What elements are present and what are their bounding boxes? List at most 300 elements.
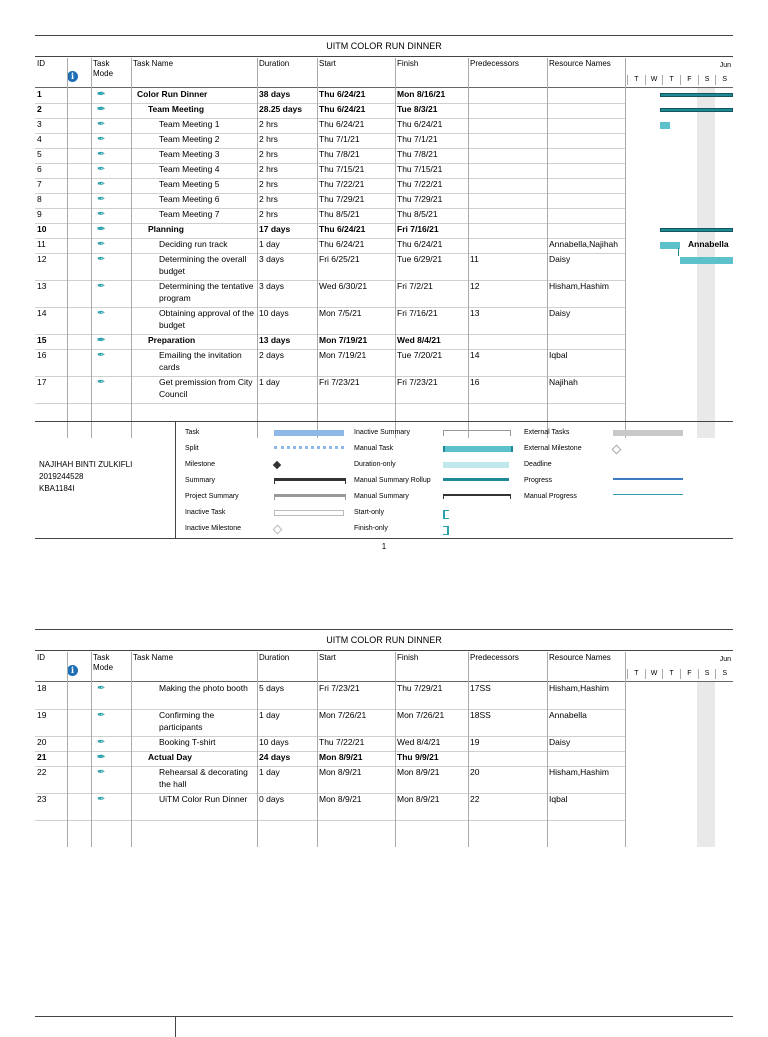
task-name-cell[interactable]: Team Meeting 6 xyxy=(159,194,220,204)
col-finish-header[interactable]: Finish xyxy=(397,653,419,662)
table-row[interactable] xyxy=(35,280,625,308)
page-1 xyxy=(35,35,733,438)
task-mode-cell[interactable] xyxy=(91,334,131,349)
duration-cell[interactable]: 3 days xyxy=(259,281,285,291)
task-name-cell[interactable]: Team Meeting 3 xyxy=(159,149,220,159)
resource-names-cell[interactable]: Daisy xyxy=(549,308,571,318)
task-id-cell[interactable]: 13 xyxy=(37,281,47,291)
duration-cell[interactable]: 1 day xyxy=(259,377,280,387)
finish-date-cell[interactable]: Mon 8/9/21 xyxy=(397,794,440,804)
resource-names-cell[interactable] xyxy=(547,223,625,238)
legend-swatch xyxy=(613,478,683,480)
task-id-cell[interactable]: 3 xyxy=(37,119,42,129)
task-name-cell[interactable]: Team Meeting 7 xyxy=(159,209,220,219)
duration-cell[interactable]: 2 hrs xyxy=(259,149,278,159)
task-name-cell[interactable]: Determining the overall budget xyxy=(159,254,247,276)
duration-cell[interactable]: 0 days xyxy=(259,794,285,804)
predecessors-cell[interactable] xyxy=(468,238,547,253)
table-row[interactable] xyxy=(35,766,625,794)
task-bar[interactable] xyxy=(680,257,733,264)
resource-names-cell[interactable] xyxy=(547,118,625,133)
task-name-cell[interactable]: Actual Day xyxy=(148,752,192,762)
finish-date-cell[interactable]: Wed 8/4/21 xyxy=(397,737,441,747)
task-name-cell[interactable]: UiTM Color Run Dinner xyxy=(159,794,248,804)
legend-label: Split xyxy=(185,445,199,452)
resource-names-cell[interactable] xyxy=(547,208,625,223)
predecessors-cell[interactable] xyxy=(468,103,547,118)
table-row[interactable] xyxy=(35,349,625,377)
duration-cell[interactable]: 1 day xyxy=(259,710,280,720)
table-row[interactable] xyxy=(35,736,625,752)
finish-date-cell[interactable]: Mon 7/26/21 xyxy=(397,710,445,720)
timescale-header xyxy=(625,651,733,681)
start-date-cell[interactable]: Mon 8/9/21 xyxy=(319,752,363,762)
legend-swatch xyxy=(443,478,509,481)
predecessors-cell[interactable] xyxy=(468,751,547,766)
legend-swatch xyxy=(613,494,683,495)
sheet-title: UITM COLOR RUN DINNER xyxy=(35,629,733,651)
resource-names-cell[interactable]: Annabella,Najihah xyxy=(549,239,618,249)
start-date-cell[interactable]: Mon 8/9/21 xyxy=(319,794,362,804)
start-date-cell[interactable]: Thu 7/15/21 xyxy=(319,164,365,174)
summary-bar[interactable] xyxy=(660,108,733,112)
predecessors-cell[interactable]: 13 xyxy=(470,308,480,318)
duration-cell[interactable]: 2 hrs xyxy=(259,194,278,204)
task-mode-cell[interactable] xyxy=(91,280,131,307)
task-id-cell[interactable]: 7 xyxy=(37,179,42,189)
resource-names-cell[interactable]: Daisy xyxy=(549,254,571,264)
timescale-day: T xyxy=(627,669,645,679)
predecessors-cell[interactable] xyxy=(468,193,547,208)
col-start-header[interactable]: Start xyxy=(319,59,336,68)
start-date-cell[interactable]: Mon 8/9/21 xyxy=(319,767,362,777)
resource-names-cell[interactable]: Hisham,Hashim xyxy=(549,767,609,777)
task-name-cell[interactable]: Get premission from City Council xyxy=(159,377,253,399)
pin-icon: ✒ xyxy=(97,179,106,190)
predecessors-cell[interactable] xyxy=(468,178,547,193)
resource-names-cell[interactable] xyxy=(547,163,625,178)
finish-date-cell[interactable]: Mon 8/9/21 xyxy=(397,767,440,777)
col-name-header[interactable]: Task Name xyxy=(133,59,174,68)
start-date-cell[interactable]: Fri 6/25/21 xyxy=(319,254,360,264)
column-divider xyxy=(131,652,132,847)
legend-swatch xyxy=(443,510,449,519)
resource-names-cell[interactable]: Annabella xyxy=(549,710,587,720)
table-row[interactable] xyxy=(35,163,625,179)
legend-label: Duration-only xyxy=(354,461,396,468)
duration-cell[interactable]: 24 days xyxy=(259,752,291,762)
task-id-cell[interactable]: 19 xyxy=(37,710,47,720)
summary-bar[interactable] xyxy=(660,93,733,97)
start-date-cell[interactable]: Wed 6/30/21 xyxy=(319,281,368,291)
task-id-cell[interactable]: 5 xyxy=(37,149,42,159)
finish-date-cell[interactable]: Thu 7/1/21 xyxy=(397,134,438,144)
predecessors-cell[interactable] xyxy=(468,133,547,148)
column-divider xyxy=(91,58,92,438)
duration-cell[interactable]: 28.25 days xyxy=(259,104,303,114)
timescale-day: W xyxy=(645,669,663,679)
table-row[interactable] xyxy=(35,334,625,350)
finish-date-cell[interactable]: Thu 9/9/21 xyxy=(397,752,439,762)
legend-swatch xyxy=(443,462,509,468)
finish-date-cell[interactable]: Mon 8/16/21 xyxy=(397,89,446,99)
duration-cell[interactable]: 1 day xyxy=(259,767,280,777)
task-grid xyxy=(35,651,733,847)
task-name-cell[interactable]: Booking T-shirt xyxy=(159,737,216,747)
table-row[interactable] xyxy=(35,88,625,104)
task-bar[interactable] xyxy=(660,122,670,129)
task-id-cell[interactable]: 18 xyxy=(37,683,47,693)
duration-cell[interactable]: 10 days xyxy=(259,308,289,318)
task-mode-cell[interactable] xyxy=(91,88,131,103)
start-date-cell[interactable]: Fri 7/23/21 xyxy=(319,377,360,387)
task-id-cell[interactable]: 22 xyxy=(37,767,47,777)
task-mode-cell[interactable] xyxy=(91,193,131,208)
column-divider xyxy=(317,652,318,847)
legend-label: Manual Summary Rollup xyxy=(354,477,431,484)
task-mode-cell[interactable] xyxy=(91,349,131,376)
task-name-cell[interactable]: Emailing the invitation cards xyxy=(159,350,242,372)
table-row[interactable] xyxy=(35,682,625,710)
task-mode-cell[interactable] xyxy=(91,307,131,334)
task-bar[interactable] xyxy=(660,242,680,249)
legend-label: Inactive Task xyxy=(185,509,226,516)
col-name-header[interactable]: Task Name xyxy=(133,653,174,662)
pin-icon: ✒ xyxy=(97,683,106,694)
start-date-cell[interactable]: Thu 6/24/21 xyxy=(319,89,366,99)
pin-icon: ✒ xyxy=(97,767,106,778)
start-date-cell[interactable]: Thu 6/24/21 xyxy=(319,119,365,129)
table-row[interactable] xyxy=(35,751,625,767)
pin-icon: ✒ xyxy=(97,350,106,361)
task-name-cell[interactable]: Team Meeting 4 xyxy=(159,164,220,174)
table-row[interactable] xyxy=(35,223,625,239)
info-icon: i xyxy=(67,71,78,82)
column-divider xyxy=(131,58,132,438)
finish-date-cell[interactable]: Thu 6/24/21 xyxy=(397,239,443,249)
col-res-header[interactable]: Resource Names xyxy=(549,59,611,68)
timescale-header xyxy=(625,57,733,87)
resource-names-cell[interactable] xyxy=(547,88,625,103)
finish-date-cell[interactable]: Thu 8/5/21 xyxy=(397,209,438,219)
finish-date-cell[interactable]: Fri 7/23/21 xyxy=(397,377,438,387)
col-id-header[interactable]: ID xyxy=(37,653,45,662)
resource-names-cell[interactable]: Najihah xyxy=(549,377,578,387)
resource-names-cell[interactable]: Hisham,Hashim xyxy=(549,683,609,693)
resource-names-cell[interactable] xyxy=(547,148,625,163)
task-mode-cell[interactable] xyxy=(91,178,131,193)
task-mode-cell[interactable] xyxy=(91,751,131,766)
timescale-day: F xyxy=(680,75,698,85)
table-row[interactable] xyxy=(35,253,625,281)
legend-label: Inactive Milestone xyxy=(185,525,242,532)
finish-date-cell[interactable]: Thu 7/8/21 xyxy=(397,149,438,159)
duration-cell[interactable]: 38 days xyxy=(259,89,291,99)
finish-date-cell[interactable]: Thu 6/24/21 xyxy=(397,119,443,129)
predecessors-cell[interactable] xyxy=(468,163,547,178)
start-date-cell[interactable]: Thu 6/24/21 xyxy=(319,239,365,249)
duration-cell[interactable]: 1 day xyxy=(259,239,280,249)
finish-date-cell[interactable]: Tue 7/20/21 xyxy=(397,350,443,360)
page-2 xyxy=(35,629,733,847)
predecessors-cell[interactable] xyxy=(468,334,547,349)
task-name-cell[interactable]: Team Meeting 1 xyxy=(159,119,220,129)
pin-icon: ✒ xyxy=(97,149,106,160)
task-mode-cell[interactable] xyxy=(91,208,131,223)
predecessors-cell[interactable] xyxy=(468,118,547,133)
table-row[interactable] xyxy=(35,103,625,119)
task-name-cell[interactable]: Determining the tentative program xyxy=(159,281,254,303)
table-row[interactable] xyxy=(35,238,625,254)
pin-icon: ✒ xyxy=(97,104,106,115)
resource-names-cell[interactable]: Hisham,Hashim xyxy=(549,281,609,291)
start-date-cell[interactable]: Thu 7/22/21 xyxy=(319,737,365,747)
resource-names-cell[interactable]: Daisy xyxy=(549,737,571,747)
task-name-cell[interactable]: Deciding run track xyxy=(159,239,228,249)
pin-icon: ✒ xyxy=(97,752,106,763)
column-header-row xyxy=(35,651,733,682)
task-id-cell[interactable]: 11 xyxy=(37,239,46,249)
task-id-cell[interactable]: 15 xyxy=(37,335,47,345)
task-mode-cell[interactable] xyxy=(91,376,131,403)
finish-date-cell[interactable]: Thu 7/29/21 xyxy=(397,194,443,204)
start-date-cell[interactable]: Thu 6/24/21 xyxy=(319,104,366,114)
start-date-cell[interactable]: Mon 7/19/21 xyxy=(319,335,368,345)
task-mode-cell[interactable] xyxy=(91,163,131,178)
col-duration-header[interactable]: Duration xyxy=(259,59,290,68)
task-id-cell[interactable]: 20 xyxy=(37,737,47,747)
task-id-cell[interactable]: 6 xyxy=(37,164,42,174)
resource-names-cell[interactable] xyxy=(547,334,625,349)
legend-swatch xyxy=(612,445,622,455)
table-row[interactable] xyxy=(35,133,625,149)
resource-names-cell[interactable]: Iqbal xyxy=(549,350,568,360)
task-id-cell[interactable]: 9 xyxy=(37,209,42,219)
resource-names-cell[interactable] xyxy=(547,178,625,193)
timescale-month: Jun xyxy=(719,62,731,69)
task-mode-cell[interactable] xyxy=(91,103,131,118)
finish-date-cell[interactable]: Thu 7/29/21 xyxy=(397,683,443,693)
finish-date-cell[interactable]: Thu 7/22/21 xyxy=(397,179,443,189)
predecessors-cell[interactable]: 20 xyxy=(470,767,480,777)
finish-date-cell[interactable]: Fri 7/16/21 xyxy=(397,224,439,234)
task-id-cell[interactable]: 23 xyxy=(37,794,47,804)
column-divider xyxy=(468,652,469,847)
student-id: 2019244528 xyxy=(39,472,84,481)
col-pred-header[interactable]: Predecessors xyxy=(470,59,519,68)
duration-cell[interactable]: 5 days xyxy=(259,683,285,693)
resource-names-cell[interactable] xyxy=(547,133,625,148)
predecessors-cell[interactable]: 18SS xyxy=(470,710,491,720)
task-name-cell[interactable]: Confirming the participants xyxy=(159,710,215,732)
predecessors-cell[interactable] xyxy=(468,223,547,238)
task-mode-cell[interactable] xyxy=(91,766,131,793)
predecessors-cell[interactable]: 12 xyxy=(470,281,480,291)
sheet-title: UITM COLOR RUN DINNER xyxy=(35,35,733,57)
timescale-day: T xyxy=(627,75,645,85)
predecessors-cell[interactable] xyxy=(468,208,547,223)
col-id-header[interactable]: ID xyxy=(37,59,45,68)
finish-date-cell[interactable]: Fri 7/2/21 xyxy=(397,281,433,291)
pin-icon: ✒ xyxy=(97,377,106,388)
task-id-cell[interactable]: 21 xyxy=(37,752,47,762)
predecessors-cell[interactable]: 16 xyxy=(470,377,480,387)
summary-bar[interactable] xyxy=(660,228,733,232)
page-number: 1 xyxy=(381,542,387,551)
legend-swatch xyxy=(273,525,283,535)
task-mode-cell[interactable] xyxy=(91,133,131,148)
task-mode-cell[interactable] xyxy=(91,253,131,280)
student-name: NAJIHAH BINTI ZULKIFLI xyxy=(39,460,133,469)
task-id-cell[interactable]: 14 xyxy=(37,308,47,318)
start-date-cell[interactable]: Thu 7/8/21 xyxy=(319,149,360,159)
finish-date-cell[interactable]: Fri 7/16/21 xyxy=(397,308,438,318)
table-row[interactable] xyxy=(35,793,625,821)
legend-swatch xyxy=(274,510,344,516)
finish-date-cell[interactable]: Thu 7/15/21 xyxy=(397,164,443,174)
timescale-day: S xyxy=(698,75,716,85)
col-mode-header[interactable]: Task Mode xyxy=(93,653,114,672)
duration-cell[interactable]: 10 days xyxy=(259,737,289,747)
timescale-month: Jun xyxy=(719,656,731,663)
resource-names-cell[interactable]: Iqbal xyxy=(549,794,568,804)
legend-swatch xyxy=(274,446,344,449)
task-name-cell[interactable]: Planning xyxy=(148,224,184,234)
task-id-cell[interactable]: 10 xyxy=(37,224,47,234)
start-date-cell[interactable]: Thu 8/5/21 xyxy=(319,209,360,219)
duration-cell[interactable]: 13 days xyxy=(259,335,291,345)
table-row[interactable] xyxy=(35,208,625,224)
task-name-cell[interactable]: Preparation xyxy=(148,335,196,345)
task-mode-cell[interactable] xyxy=(91,223,131,238)
resource-names-cell[interactable] xyxy=(547,103,625,118)
legend-label: External Milestone xyxy=(524,445,582,452)
table-row[interactable] xyxy=(35,709,625,737)
duration-cell[interactable]: 2 hrs xyxy=(259,179,278,189)
task-mode-cell[interactable] xyxy=(91,682,131,709)
start-date-cell[interactable]: Thu 7/1/21 xyxy=(319,134,360,144)
task-mode-cell[interactable] xyxy=(91,709,131,736)
col-start-header[interactable]: Start xyxy=(319,653,336,662)
column-divider xyxy=(468,58,469,438)
legend-label: Summary xyxy=(185,477,215,484)
resource-names-cell[interactable] xyxy=(547,751,625,766)
task-id-cell[interactable]: 2 xyxy=(37,104,42,114)
predecessors-cell[interactable]: 19 xyxy=(470,737,480,747)
pin-icon: ✒ xyxy=(97,254,106,265)
task-mode-cell[interactable] xyxy=(91,793,131,820)
duration-cell[interactable]: 2 hrs xyxy=(259,164,278,174)
duration-cell[interactable]: 2 hrs xyxy=(259,134,278,144)
col-res-header[interactable]: Resource Names xyxy=(549,653,611,662)
task-id-cell[interactable]: 4 xyxy=(37,134,42,144)
pin-icon: ✒ xyxy=(97,134,106,145)
table-row[interactable] xyxy=(35,193,625,209)
table-row[interactable] xyxy=(35,148,625,164)
predecessors-cell[interactable]: 22 xyxy=(470,794,480,804)
predecessors-cell[interactable] xyxy=(468,88,547,103)
task-id-cell[interactable]: 16 xyxy=(37,350,47,360)
pin-icon: ✒ xyxy=(97,308,106,319)
predecessors-cell[interactable]: 14 xyxy=(470,350,480,360)
legend-swatch xyxy=(443,494,511,499)
duration-cell[interactable]: 3 days xyxy=(259,254,285,264)
resource-names-cell[interactable] xyxy=(547,193,625,208)
predecessors-cell[interactable]: 17SS xyxy=(470,683,491,693)
duration-cell[interactable]: 17 days xyxy=(259,224,291,234)
pin-icon: ✒ xyxy=(97,194,106,205)
table-row[interactable] xyxy=(35,307,625,335)
finish-date-cell[interactable]: Wed 8/4/21 xyxy=(397,335,441,345)
task-id-cell[interactable]: 8 xyxy=(37,194,42,204)
duration-cell[interactable]: 2 days xyxy=(259,350,285,360)
task-mode-cell[interactable] xyxy=(91,118,131,133)
col-pred-header[interactable]: Predecessors xyxy=(470,653,519,662)
timescale-day: W xyxy=(645,75,663,85)
legend-swatch xyxy=(443,430,511,436)
col-finish-header[interactable]: Finish xyxy=(397,59,419,68)
start-date-cell[interactable]: Thu 6/24/21 xyxy=(319,224,366,234)
finish-date-cell[interactable]: Tue 8/3/21 xyxy=(397,104,438,114)
table-row[interactable] xyxy=(35,178,625,194)
predecessors-cell[interactable] xyxy=(468,148,547,163)
task-name-cell[interactable]: Making the photo booth xyxy=(159,683,248,693)
task-name-cell[interactable]: Team Meeting 2 xyxy=(159,134,220,144)
column-divider xyxy=(395,652,396,847)
legend-label: Manual Progress xyxy=(524,493,577,500)
task-mode-cell[interactable] xyxy=(91,148,131,163)
column-divider xyxy=(257,58,258,438)
course-code: KBA1184I xyxy=(39,484,75,493)
legend-label: Milestone xyxy=(185,461,215,468)
table-row[interactable] xyxy=(35,376,625,404)
table-row[interactable] xyxy=(35,118,625,134)
task-id-cell[interactable]: 12 xyxy=(37,254,47,264)
start-date-cell[interactable]: Fri 7/23/21 xyxy=(319,683,360,693)
task-name-cell[interactable]: Team Meeting xyxy=(148,104,205,114)
start-date-cell[interactable]: Mon 7/19/21 xyxy=(319,350,367,360)
timescale-day: S xyxy=(715,75,733,85)
info-icon: i xyxy=(67,665,78,676)
task-name-cell[interactable]: Team Meeting 5 xyxy=(159,179,220,189)
bar-resource-label: Annabella xyxy=(688,239,729,249)
col-duration-header[interactable]: Duration xyxy=(259,653,290,662)
legend-label: Manual Task xyxy=(354,445,394,452)
duration-cell[interactable]: 2 hrs xyxy=(259,119,278,129)
start-date-cell[interactable]: Thu 7/29/21 xyxy=(319,194,365,204)
start-date-cell[interactable]: Thu 7/22/21 xyxy=(319,179,365,189)
task-mode-cell[interactable] xyxy=(91,736,131,751)
predecessors-cell[interactable]: 11 xyxy=(470,254,479,264)
task-mode-cell[interactable] xyxy=(91,238,131,253)
task-name-cell[interactable]: Color Run Dinner xyxy=(137,89,208,99)
column-divider xyxy=(547,58,548,438)
task-id-cell[interactable]: 17 xyxy=(37,377,47,387)
start-date-cell[interactable]: Mon 7/5/21 xyxy=(319,308,362,318)
finish-date-cell[interactable]: Tue 6/29/21 xyxy=(397,254,443,264)
task-name-cell[interactable]: Obtaining approval of the budget xyxy=(159,308,254,330)
task-id-cell[interactable]: 1 xyxy=(37,89,42,99)
pin-icon: ✒ xyxy=(97,335,106,346)
legend-swatch xyxy=(443,526,449,535)
column-divider xyxy=(625,652,626,847)
dependency-arrow-icon xyxy=(678,248,683,256)
column-divider xyxy=(317,58,318,438)
task-name-cell[interactable]: Rehearsal & decorating the hall xyxy=(159,767,248,789)
col-mode-header[interactable]: Task Mode xyxy=(93,59,114,78)
duration-cell[interactable]: 2 hrs xyxy=(259,209,278,219)
start-date-cell[interactable]: Mon 7/26/21 xyxy=(319,710,367,720)
